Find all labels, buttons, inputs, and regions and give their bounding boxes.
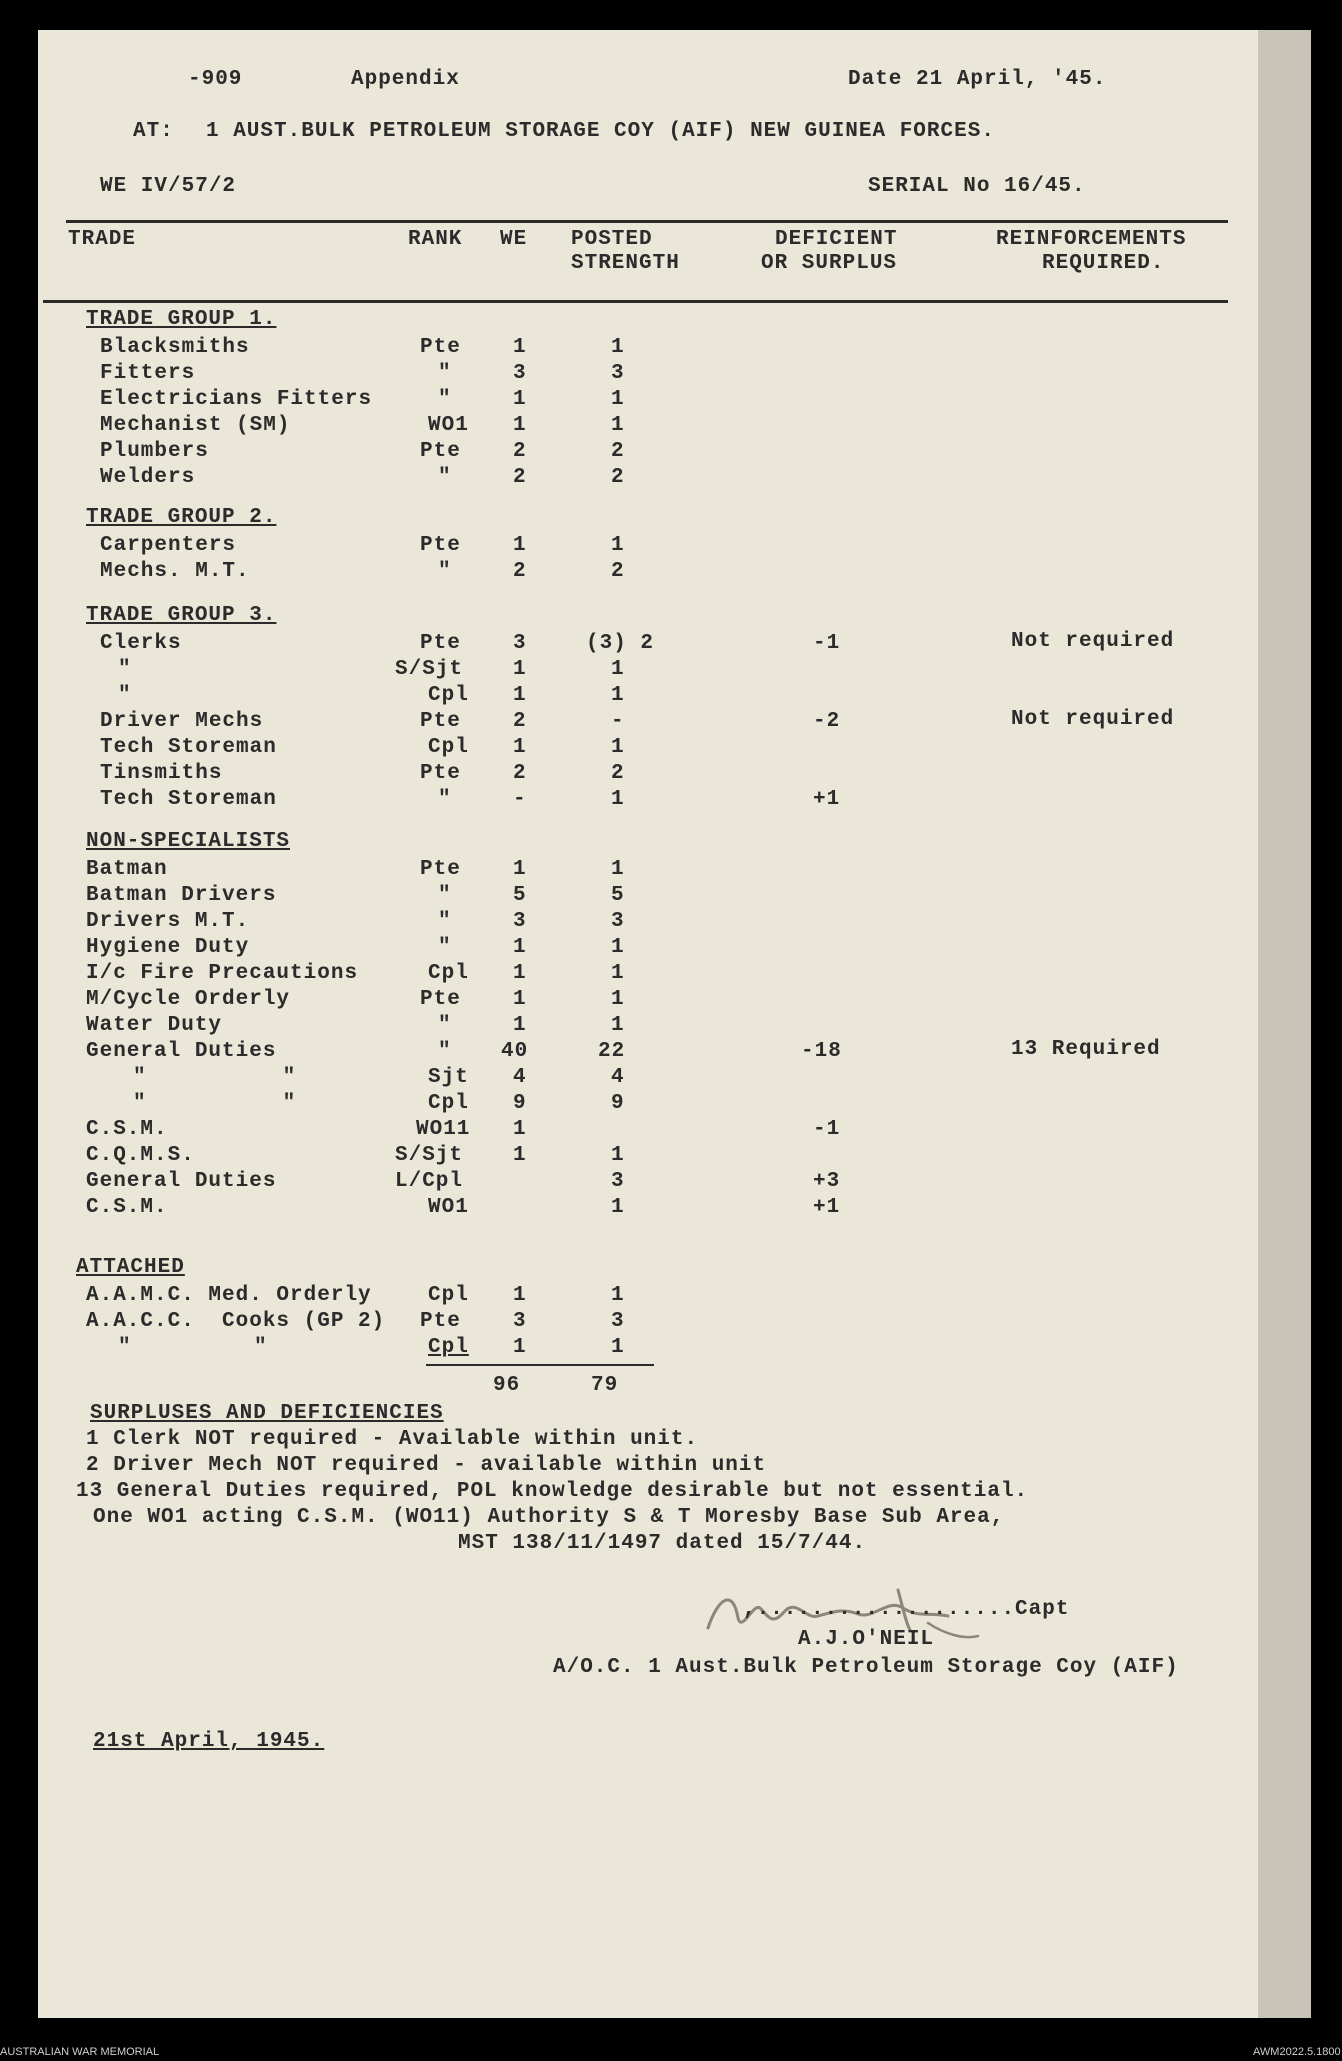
trade-cell: Tech Storeman: [100, 736, 277, 759]
trade-cell: Electricians Fitters: [100, 388, 373, 411]
deficient-cell: +3: [813, 1170, 841, 1193]
trade-cell: Tinsmiths: [100, 762, 223, 785]
trade-cell: " ": [118, 1336, 268, 1359]
rank-cell: Cpl: [428, 1092, 469, 1115]
deficient-cell: +1: [813, 788, 841, 811]
serial-number: SERIAL No 16/45.: [868, 175, 1086, 198]
trade-cell: Mechs. M.T.: [100, 560, 250, 583]
we-cell: 1: [513, 1284, 527, 1307]
posted-cell: 1: [611, 736, 625, 759]
we-cell: 1: [513, 534, 527, 557]
trade-cell: A.A.M.C. Med. Orderly: [86, 1284, 372, 1307]
trade-cell: Carpenters: [100, 534, 237, 557]
we-cell: 2: [513, 710, 527, 733]
trade-cell: Batman: [86, 858, 168, 881]
rank-cell: S/Sjt: [395, 658, 464, 681]
unit-name: 1 AUST.BULK PETROLEUM STORAGE COY (AIF) NEW GUINEA FORCES.: [206, 120, 995, 143]
posted-cell: 2: [611, 440, 625, 463]
posted-cell: 2: [611, 560, 625, 583]
trade-cell: Welders: [100, 466, 196, 489]
trade-cell: General Duties: [86, 1170, 277, 1193]
rank-cell: Pte: [420, 1310, 461, 1333]
group-heading-trade-3: TRADE GROUP 3.: [86, 604, 277, 627]
rank-cell: Pte: [420, 762, 461, 785]
col-we: WE: [500, 228, 528, 251]
deficient-cell: +1: [813, 1196, 841, 1219]
col-reinforcements-1: REINFORCEMENTS: [996, 228, 1187, 251]
rank-cell: ": [438, 466, 452, 489]
trade-cell: C.Q.M.S.: [86, 1144, 195, 1167]
posted-cell: 3: [611, 1310, 625, 1333]
col-reinforcements-2: REQUIRED.: [1042, 252, 1165, 275]
rank-cell: WO1: [428, 1196, 469, 1219]
trade-cell: Batman Drivers: [86, 884, 277, 907]
total-posted: 79: [591, 1374, 619, 1397]
group-heading-trade-2: TRADE GROUP 2.: [86, 506, 277, 529]
header-top-rule: [66, 220, 1228, 223]
we-cell: 1: [513, 962, 527, 985]
we-cell: 5: [513, 884, 527, 907]
col-deficient-1: DEFICIENT: [775, 228, 898, 251]
deficient-cell: -1: [813, 632, 841, 655]
ref-number: -909: [188, 68, 243, 91]
footer-credit: AUSTRALIAN WAR MEMORIAL: [0, 2046, 160, 2058]
we-cell: 1: [513, 736, 527, 759]
rank-cell: Pte: [420, 534, 461, 557]
rank-cell: ": [438, 388, 452, 411]
signatory-position: A/O.C. 1 Aust.Bulk Petroleum Storage Coy (AIF): [553, 1656, 1179, 1679]
trade-cell: Plumbers: [100, 440, 209, 463]
deficient-cell: -1: [813, 1118, 841, 1141]
posted-cell: 1: [611, 1014, 625, 1037]
posted-cell: 1: [611, 962, 625, 985]
rank-cell: L/Cpl: [395, 1170, 464, 1193]
posted-cell: 5: [611, 884, 625, 907]
we-cell: 1: [513, 388, 527, 411]
rank-cell: WO11: [416, 1118, 471, 1141]
trade-cell: " ": [133, 1092, 297, 1115]
trade-cell: I/c Fire Precautions: [86, 962, 359, 985]
group-heading-trade-1: TRADE GROUP 1.: [86, 308, 277, 331]
trade-cell: Fitters: [100, 362, 196, 385]
note-line: MST 138/11/1497 dated 15/7/44.: [458, 1532, 867, 1555]
trade-cell: Mechanist (SM): [100, 414, 291, 437]
rank-cell: Cpl: [428, 736, 469, 759]
header-bottom-rule: [43, 300, 1228, 303]
we-cell: 2: [513, 762, 527, 785]
posted-cell: 1: [611, 534, 625, 557]
posted-cell: 1: [611, 858, 625, 881]
posted-cell: 1: [611, 658, 625, 681]
signature-rank-line: ,...................Capt: [743, 1598, 1070, 1621]
we-cell: 9: [513, 1092, 527, 1115]
we-cell: 2: [513, 466, 527, 489]
trade-cell: Tech Storeman: [100, 788, 277, 811]
we-cell: 1: [513, 858, 527, 881]
paper-edge-strip: [1258, 30, 1311, 2018]
unit-prefix: AT:: [133, 120, 174, 143]
posted-cell: 1: [611, 1284, 625, 1307]
col-posted-1: POSTED: [571, 228, 653, 251]
we-cell: 1: [513, 336, 527, 359]
trade-cell: Clerks: [100, 632, 182, 655]
we-cell: 3: [513, 632, 527, 655]
trade-cell: General Duties: [86, 1040, 277, 1063]
posted-cell: 1: [611, 684, 625, 707]
rank-cell: Pte: [420, 858, 461, 881]
we-cell: 1: [513, 414, 527, 437]
posted-cell: 1: [611, 936, 625, 959]
totals-rule: [426, 1364, 654, 1366]
reinforcements-cell: 13 Required: [1011, 1038, 1161, 1061]
trade-cell: A.A.C.C. Cooks (GP 2): [86, 1310, 386, 1333]
we-cell: 3: [513, 362, 527, 385]
rank-cell: ": [438, 1014, 452, 1037]
note-line: 13 General Duties required, POL knowledge desirable but not essential.: [76, 1480, 1029, 1503]
trade-cell: ": [118, 658, 132, 681]
trade-cell: Blacksmiths: [100, 336, 250, 359]
posted-cell: -: [611, 710, 625, 733]
we-cell: 1: [513, 1144, 527, 1167]
trade-cell: Water Duty: [86, 1014, 223, 1037]
note-line: 2 Driver Mech NOT required - available within unit: [86, 1454, 767, 1477]
rank-cell: ": [438, 788, 452, 811]
total-we: 96: [493, 1374, 521, 1397]
rank-cell: ": [438, 936, 452, 959]
posted-cell: 1: [611, 788, 625, 811]
group-heading-non-specialists: NON-SPECIALISTS: [86, 830, 291, 853]
posted-cell: 3: [611, 362, 625, 385]
posted-cell: 1: [611, 988, 625, 1011]
posted-cell: 2: [611, 466, 625, 489]
col-trade: TRADE: [68, 228, 137, 251]
posted-cell: 1: [611, 388, 625, 411]
rank-cell: Sjt: [428, 1066, 469, 1089]
rank-cell: Pte: [420, 440, 461, 463]
reinforcements-cell: Not required: [1011, 708, 1175, 731]
trade-cell: " ": [133, 1066, 297, 1089]
we-cell: 1: [513, 684, 527, 707]
posted-cell: 1: [611, 1196, 625, 1219]
rank-cell: ": [438, 910, 452, 933]
we-cell: 4: [513, 1066, 527, 1089]
trade-cell: Drivers M.T.: [86, 910, 250, 933]
rank-cell: Cpl: [428, 1284, 469, 1307]
rank-cell: ": [438, 362, 452, 385]
rank-cell: Pte: [420, 988, 461, 1011]
we-cell: 1: [513, 1336, 527, 1359]
rank-cell: ": [438, 1040, 452, 1063]
we-cell: 2: [513, 560, 527, 583]
doc-date: Date 21 April, '45.: [848, 68, 1107, 91]
col-rank: RANK: [408, 228, 463, 251]
posted-cell: 3: [611, 910, 625, 933]
document-date-footer: 21st April, 1945.: [93, 1730, 325, 1753]
we-cell: 3: [513, 1310, 527, 1333]
we-reference: WE IV/57/2: [100, 175, 237, 198]
doc-title: Appendix: [351, 68, 460, 91]
rank-cell: WO1: [428, 414, 469, 437]
we-cell: 1: [513, 936, 527, 959]
reinforcements-cell: Not required: [1011, 630, 1175, 653]
we-cell: 40: [501, 1040, 529, 1063]
col-deficient-2: OR SURPLUS: [761, 252, 898, 275]
rank-cell: Pte: [420, 632, 461, 655]
we-cell: 1: [513, 1118, 527, 1141]
we-cell: 1: [513, 1014, 527, 1037]
col-posted-2: STRENGTH: [571, 252, 680, 275]
posted-cell: (3) 2: [586, 632, 655, 655]
posted-cell: 2: [611, 762, 625, 785]
posted-cell: 1: [611, 336, 625, 359]
deficient-cell: -2: [813, 710, 841, 733]
posted-cell: 1: [611, 1144, 625, 1167]
signatory-name: A.J.O'NEIL: [798, 1628, 935, 1651]
rank-cell: Cpl: [428, 962, 469, 985]
deficient-cell: -18: [801, 1040, 842, 1063]
posted-cell: 1: [611, 414, 625, 437]
rank-cell: Cpl: [428, 1336, 469, 1359]
footer-accession-number: AWM2022.5.1800: [1253, 2046, 1341, 2058]
we-cell: -: [513, 788, 527, 811]
posted-cell: 4: [611, 1066, 625, 1089]
document-page: [38, 30, 1258, 2018]
we-cell: 1: [513, 658, 527, 681]
note-line: 1 Clerk NOT required - Available within unit.: [86, 1428, 699, 1451]
we-cell: 1: [513, 988, 527, 1011]
rank-cell: ": [438, 884, 452, 907]
rank-cell: ": [438, 560, 452, 583]
rank-cell: Pte: [420, 710, 461, 733]
notes-heading: SURPLUSES AND DEFICIENCIES: [90, 1402, 444, 1425]
rank-cell: Pte: [420, 336, 461, 359]
rank-cell: S/Sjt: [395, 1144, 464, 1167]
posted-cell: 1: [611, 1336, 625, 1359]
we-cell: 2: [513, 440, 527, 463]
trade-cell: C.S.M.: [86, 1196, 168, 1219]
trade-cell: M/Cycle Orderly: [86, 988, 291, 1011]
trade-cell: C.S.M.: [86, 1118, 168, 1141]
posted-cell: 3: [611, 1170, 625, 1193]
trade-cell: ": [118, 684, 132, 707]
rank-cell: Cpl: [428, 684, 469, 707]
posted-cell: 22: [598, 1040, 626, 1063]
posted-cell: 9: [611, 1092, 625, 1115]
note-line: One WO1 acting C.S.M. (WO11) Authority S & T Moresby Base Sub Area,: [93, 1506, 1005, 1529]
trade-cell: Hygiene Duty: [86, 936, 250, 959]
group-heading-attached: ATTACHED: [76, 1256, 185, 1279]
trade-cell: Driver Mechs: [100, 710, 264, 733]
we-cell: 3: [513, 910, 527, 933]
